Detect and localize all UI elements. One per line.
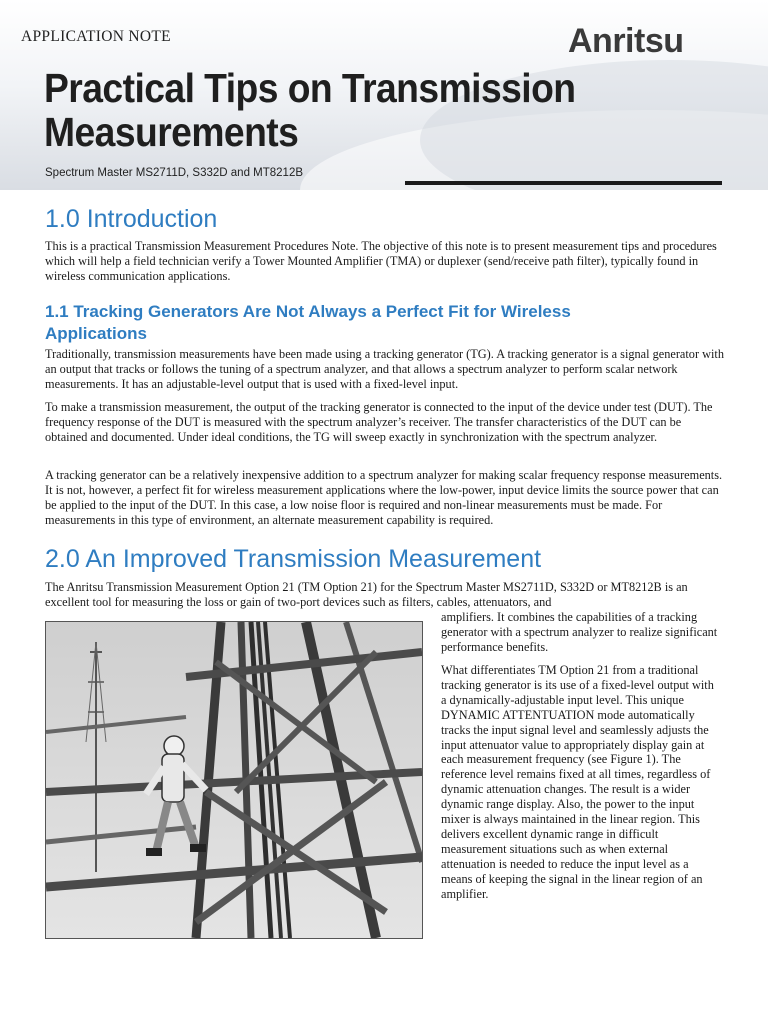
tracking-paragraph-2: To make a transmission measurement, the output of the tracking generator is connected to the input of the device under test (DUT). The frequency response of the DUT is measured with the spectrum analyzer’s receiver. The transfer characteristics of the DUT can be obtained and documented. Under ideal conditions, the TG will sweep exactly in synchronization with the spectrum analyzer. — [45, 400, 713, 444]
application-note-label: APPLICATION NOTE — [21, 28, 171, 45]
section-heading-improved-measurement: 2.0 An Improved Transmission Measurement — [45, 545, 542, 573]
improved-column-paragraph-1: amplifiers. It combines the capabilities of a tracking generator with a spectrum analyzer to realize significant performance benefits. — [441, 610, 718, 654]
tower-technician-illustration — [46, 622, 422, 938]
improved-intro-paragraph: The Anritsu Transmission Measurement Option 21 (TM Option 21) for the Spectrum Master MS2711D, S332D or MT8212B is an excellent tool for measuring the loss or gain of two-port devices such as filters, cables, attenuators, and — [45, 580, 688, 609]
tracking-heading-line-1: 1.1 Tracking Generators Are Not Always a Perfect Fit for Wireless — [45, 302, 571, 321]
tower-technician-photo — [45, 621, 423, 939]
anritsu-logo: Anritsu — [568, 22, 684, 60]
title-line-1: Practical Tips on Transmission — [44, 65, 576, 111]
header-divider — [405, 181, 722, 185]
tracking-paragraph-3: A tracking generator can be a relatively inexpensive addition to a spectrum analyzer for making scalar frequency response measurements. It is not, however, a perfect fit for wireless measurement applications where the low-power, input device limits the source power that can be applied to the input of the DUT. In this case, a low noise floor is required and non-linear measurements must be made. For measurements in this type of environment, an alternate measurement capability is required. — [45, 468, 723, 527]
title-line-2: Measurements — [44, 109, 299, 155]
introduction-paragraph: This is a practical Transmission Measurement Procedures Note. The objective of this note is to present measurement tips and procedures which will help a field technician verify a Tower Mounted Amplifier (TMA) or duplexer (send/receive path filter), typically found in wireless communication applications. — [45, 239, 717, 283]
improved-column-paragraph-2: What differentiates TM Option 21 from a traditional tracking generator is its use of a fixed-level output with a dynamically-adjustable input level. This unique DYNAMIC ATTENTUATION mode automatically tracks the input signal level and seamlessly adjusts the input attenuator value to appropriately display gain at each measurement frequency (see Figure 1). The reference level remains fixed at all times, regardless of dynamic attenuation changes. The result is a wider dynamic range display. Also, the power to the input mixer is always maintained in the linear region. This delivers excellent dynamic range in difficult measurement situations such as when external attenuation is needed to reduce the input level as a means of keeping the signal in the linear region of an amplifier. — [441, 663, 714, 901]
page-title — [44, 66, 670, 154]
tracking-paragraph-1: Traditionally, transmission measurements have been made using a tracking generator (TG). A tracking generator is a signal generator with an output that tracks or follows the tuning of a spectrum analyzer, and that allows a spectrum analyzer to perform scalar network measurements. It has an adjustable-level output that is used with a fixed-level input. — [45, 347, 724, 391]
tracking-heading-line-2: Applications — [45, 324, 148, 343]
section-heading-tracking-generators — [45, 301, 705, 345]
section-heading-introduction: 1.0 Introduction — [45, 205, 218, 233]
product-subtitle: Spectrum Master MS2711D, S332D and MT8212B — [45, 167, 304, 179]
